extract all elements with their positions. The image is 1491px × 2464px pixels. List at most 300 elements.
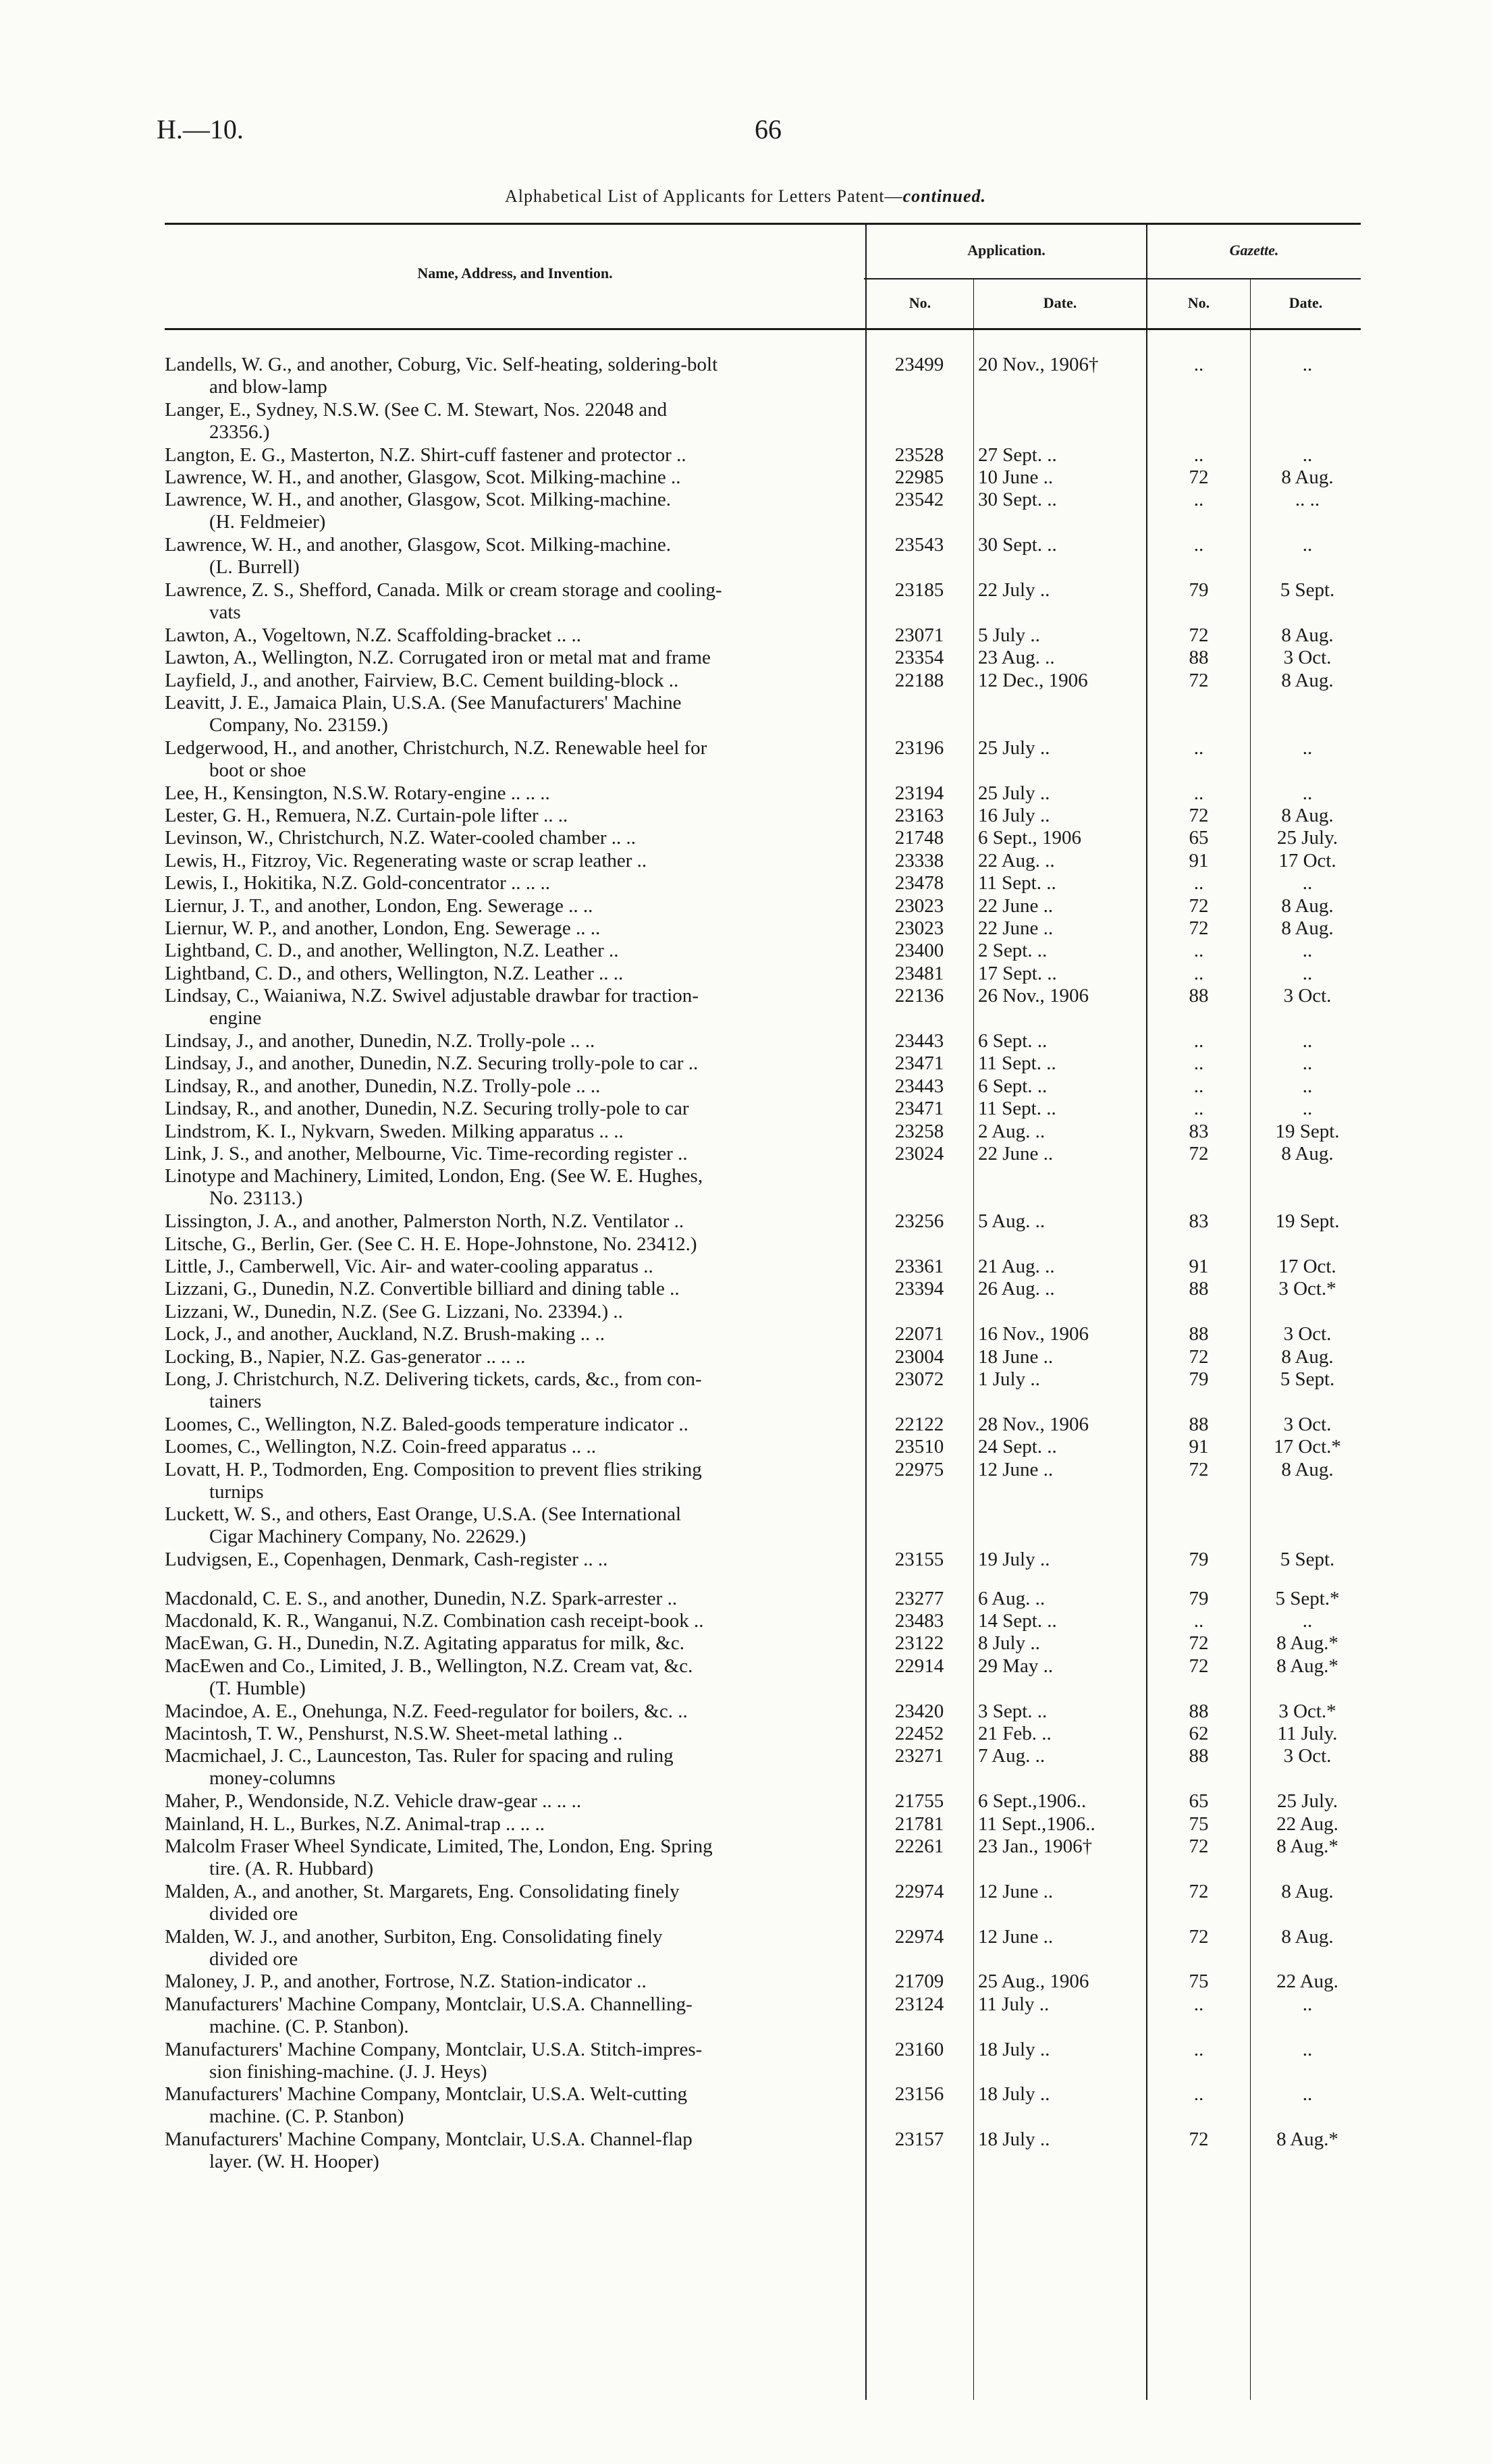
- application-date: 11 July ..: [978, 1993, 1050, 2015]
- entry-line: Macdonald, K. R., Wanganui, N.Z. Combination cash receipt-book ..: [165, 1610, 704, 1632]
- entry-line: Lissington, J. A., and another, Palmerston North, N.Z. Ventilator ..: [165, 1210, 684, 1233]
- application-number: 23271: [894, 1745, 944, 1767]
- application-date: 23 Jan., 1906†: [978, 1836, 1093, 1857]
- gazette-number: 88: [1189, 1323, 1209, 1345]
- gazette-number: ..: [1193, 962, 1204, 984]
- application-date: 6 Sept. ..: [978, 1030, 1048, 1052]
- gazette-number: 65: [1189, 1790, 1209, 1813]
- gazette-number: 91: [1189, 1256, 1209, 1277]
- application-number: 22188: [894, 669, 944, 691]
- gazette-number: ..: [1193, 1030, 1204, 1052]
- gazette-date: ..: [1302, 1993, 1313, 2015]
- divider-name: [865, 223, 867, 2400]
- application-number: 23196: [894, 736, 944, 759]
- entry-line: Long, J. Christchurch, N.Z. Delivering tickets, cards, &c., from con-: [165, 1368, 702, 1390]
- applicant-entry: [165, 1368, 853, 1413]
- application-number: 21748: [894, 827, 944, 849]
- application-date: 7 Aug. ..: [978, 1745, 1046, 1767]
- application-date: 28 Nov., 1906: [978, 1413, 1089, 1435]
- applicant-entry: [165, 737, 853, 782]
- gazette-number: ..: [1193, 1993, 1204, 2015]
- gazette-number: 72: [1189, 1925, 1209, 1948]
- application-date: 8 July ..: [978, 1632, 1040, 1655]
- applicant-entry: [165, 1233, 853, 1256]
- gazette-number: 72: [1189, 669, 1209, 691]
- gazette-number: 91: [1189, 1436, 1209, 1458]
- entry-line: Macdonald, C. E. S., and another, Dunedin, N.Z. Spark-arrester ..: [165, 1587, 678, 1609]
- application-date: 18 July ..: [978, 2083, 1050, 2106]
- entry-line: Maloney, J. P., and another, Fortrose, N.Z. Station-indicator ..: [165, 1971, 647, 1993]
- applicant-entry: [165, 782, 853, 805]
- applicant-entry: [165, 1414, 853, 1436]
- gazette-date: 25 July.: [1277, 827, 1338, 849]
- application-number: 23155: [894, 1549, 944, 1571]
- entry-continuation: (L. Burrell): [209, 556, 300, 579]
- gazette-date: ..: [1302, 962, 1313, 984]
- gazette-number: 88: [1189, 1745, 1209, 1767]
- gazette-number: 65: [1189, 827, 1209, 849]
- applicant-entry: [165, 1323, 853, 1345]
- gazette-number: 72: [1189, 466, 1209, 488]
- caption-continued: continued.: [902, 186, 987, 206]
- entry-line: Lightband, C. D., and others, Wellington, N.Z. Leather .. ..: [165, 962, 624, 984]
- gazette-date: 8 Aug.: [1281, 1458, 1334, 1480]
- entry-line: Manufacturers' Machine Company, Montclair, U.S.A. Stitch-impres-: [165, 2038, 703, 2060]
- applicant-entry: [165, 466, 853, 489]
- entry-continuation: (T. Humble): [209, 1677, 306, 1699]
- application-number: 23194: [894, 782, 944, 804]
- application-date: 16 Nov., 1906: [978, 1323, 1089, 1345]
- applicant-entry: [165, 670, 853, 692]
- application-date: 30 Sept. ..: [978, 534, 1057, 556]
- page-ref: H.—10.: [157, 114, 244, 144]
- gazette-number: 79: [1189, 1587, 1209, 1609]
- gazette-number: 72: [1189, 917, 1209, 939]
- application-date: 18 July ..: [978, 2038, 1050, 2060]
- application-date: 26 Aug. ..: [978, 1278, 1055, 1300]
- entry-continuation: layer. (W. H. Hooper): [209, 2151, 379, 2173]
- application-date: 3 Sept. ..: [978, 1700, 1048, 1722]
- applicant-entry: [165, 534, 853, 579]
- gazette-date: ..: [1302, 1610, 1313, 1632]
- divider-application: [1146, 223, 1147, 2400]
- entry-line: Lindsay, R., and another, Dunedin, N.Z. Trolly-pole .. ..: [165, 1075, 601, 1097]
- gazette-date: ..: [1302, 736, 1313, 759]
- applicant-entry: [165, 940, 853, 962]
- application-number: 22122: [894, 1413, 944, 1435]
- application-number: 21755: [894, 1790, 944, 1813]
- application-date: 21 Feb. ..: [978, 1723, 1052, 1744]
- gazette-date: 3 Oct.*: [1278, 1278, 1336, 1300]
- application-date: 12 June ..: [978, 1458, 1054, 1480]
- entry-line: Lock, J., and another, Auckland, N.Z. Brush-making .. ..: [165, 1323, 605, 1345]
- application-number: 23157: [894, 2128, 944, 2151]
- applicant-entry: [165, 1098, 853, 1120]
- applicant-entry: [165, 1700, 853, 1723]
- applicant-entry: [165, 1926, 853, 1971]
- application-number: 23478: [894, 872, 944, 894]
- entry-continuation: boot or shoe: [209, 759, 306, 781]
- applicant-entry: [165, 1052, 853, 1075]
- application-number: 23124: [894, 1993, 944, 2015]
- entry-continuation: money-columns: [209, 1767, 335, 1790]
- gazette-date: 8 Aug.: [1281, 624, 1334, 646]
- gazette-date: 8 Aug.: [1281, 1925, 1334, 1948]
- page-number: 66: [755, 114, 782, 144]
- gazette-date: ..: [1302, 2083, 1313, 2106]
- table-top-rule: [165, 223, 1361, 225]
- application-number: 23481: [894, 962, 944, 984]
- gazette-number: ..: [1193, 1075, 1204, 1097]
- application-date: 12 June ..: [978, 1880, 1054, 1902]
- applicant-entry: [165, 399, 853, 444]
- application-number: 23443: [894, 1030, 944, 1052]
- gazette-date: ..: [1302, 1030, 1313, 1052]
- gazette-date: 8 Aug.: [1281, 669, 1334, 691]
- entry-continuation: and blow-lamp: [209, 376, 327, 398]
- entry-line: Loomes, C., Wellington, N.Z. Coin-freed apparatus .. ..: [165, 1436, 597, 1458]
- gazette-date: ..: [1302, 2038, 1313, 2060]
- gazette-number: ..: [1193, 940, 1204, 962]
- entry-line: Manufacturers' Machine Company, Montclair, U.S.A. Channelling-: [165, 1993, 693, 2015]
- applicant-entry: [165, 1075, 853, 1098]
- entry-continuation: (H. Feldmeier): [209, 511, 326, 533]
- col-app-date-header: Date.: [1043, 294, 1077, 311]
- entry-line: Lester, G. H., Remuera, N.Z. Curtain-pole lifter .. ..: [165, 805, 568, 826]
- application-date: 14 Sept. ..: [978, 1610, 1057, 1632]
- application-number: 22452: [894, 1723, 944, 1744]
- applicant-entry: [165, 1278, 853, 1300]
- application-date: 22 Aug. ..: [978, 849, 1055, 872]
- gazette-number: 72: [1189, 1345, 1209, 1368]
- applicant-entry: [165, 1993, 853, 2038]
- applicant-entry: [165, 1588, 853, 1610]
- entry-line: Malden, W. J., and another, Surbiton, Eng. Consolidating finely: [165, 1925, 663, 1948]
- application-date: 11 Sept.,1906..: [978, 1813, 1095, 1835]
- gazette-number: 72: [1189, 1458, 1209, 1480]
- gazette-number: 72: [1189, 1632, 1209, 1655]
- entry-line: Levinson, W., Christchurch, N.Z. Water-cooled chamber .. ..: [165, 827, 636, 849]
- application-date: 5 July ..: [978, 624, 1040, 646]
- col-gaz-no-header: No.: [1187, 294, 1210, 311]
- applicant-entry: [165, 1165, 853, 1210]
- application-number: 23471: [894, 1098, 944, 1120]
- entry-line: Lindsay, R., and another, Dunedin, N.Z. Securing trolly-pole to car: [165, 1098, 689, 1120]
- subheader-rule: [864, 278, 1361, 279]
- gazette-date: 19 Sept.: [1275, 1210, 1340, 1233]
- applicant-entry: [165, 1143, 853, 1165]
- application-number: 23499: [894, 354, 944, 375]
- gazette-number: 88: [1189, 1278, 1209, 1300]
- application-date: 24 Sept. ..: [978, 1436, 1057, 1458]
- gazette-number: ..: [1193, 872, 1204, 894]
- entry-line: Leavitt, J. E., Jamaica Plain, U.S.A. (See Manufacturers' Machine: [165, 692, 682, 714]
- applicant-entry: [165, 1610, 853, 1632]
- application-number: 22914: [894, 1655, 944, 1677]
- entry-line: Lewis, I., Hokitika, N.Z. Gold-concentrator .. .. ..: [165, 872, 550, 894]
- entry-continuation: machine. (C. P. Stanbon): [209, 2106, 404, 2128]
- application-number: 21709: [894, 1971, 944, 1993]
- application-number: 23072: [894, 1368, 944, 1390]
- gazette-date: 11 July.: [1277, 1723, 1338, 1744]
- caption-main: Alphabetical List of Applicants for Letters Patent—: [504, 186, 903, 206]
- gazette-date: 3 Oct.: [1283, 985, 1332, 1007]
- gazette-date: ..: [1302, 1075, 1313, 1097]
- header-bottom-rule: [165, 328, 1361, 330]
- application-number: 23394: [894, 1278, 944, 1300]
- entry-line: Landells, W. G., and another, Coburg, Vic. Self-heating, soldering-bolt: [165, 354, 718, 375]
- gazette-date: 3 Oct.: [1283, 1413, 1332, 1435]
- application-number: 21781: [894, 1813, 944, 1835]
- applicant-entry: [165, 805, 853, 827]
- gazette-number: 72: [1189, 805, 1209, 826]
- entry-line: Malcolm Fraser Wheel Syndicate, Limited, The, London, Eng. Spring: [165, 1836, 713, 1857]
- gazette-date: 8 Aug.: [1281, 917, 1334, 939]
- entry-line: Ledgerwood, H., and another, Christchurch, N.Z. Renewable heel for: [165, 736, 707, 759]
- applicant-entry: [165, 1881, 853, 1925]
- application-number: 23542: [894, 489, 944, 511]
- application-number: 23443: [894, 1075, 944, 1097]
- gazette-date: 8 Aug.*: [1276, 1632, 1338, 1655]
- gazette-date: 3 Oct.: [1283, 647, 1332, 669]
- gazette-date: 22 Aug.: [1276, 1813, 1338, 1835]
- entry-continuation: 23356.): [209, 421, 270, 443]
- application-date: 10 June ..: [978, 466, 1054, 488]
- application-date: 5 Aug. ..: [978, 1210, 1046, 1233]
- application-number: 23400: [894, 940, 944, 962]
- gazette-number: 83: [1189, 1120, 1209, 1142]
- entry-line: Lizzani, G., Dunedin, N.Z. Convertible billiard and dining table ..: [165, 1278, 680, 1300]
- application-number: 23361: [894, 1256, 944, 1277]
- entry-line: Langer, E., Sydney, N.S.W. (See C. M. Stewart, Nos. 22048 and: [165, 398, 668, 421]
- applicant-entry: [165, 489, 853, 533]
- application-date: 18 July ..: [978, 2128, 1050, 2151]
- application-number: 22975: [894, 1458, 944, 1480]
- entry-line: Lindsay, J., and another, Dunedin, N.Z. Securing trolly-pole to car ..: [165, 1052, 699, 1075]
- entry-continuation: engine: [209, 1007, 262, 1029]
- application-number: 22974: [894, 1925, 944, 1948]
- divider-gaz-no: [1250, 278, 1251, 2400]
- gazette-number: 79: [1189, 579, 1209, 601]
- applicant-entry: [165, 1745, 853, 1790]
- entry-continuation: turnips: [209, 1480, 264, 1503]
- entry-line: Langton, E. G., Masterton, N.Z. Shirt-cuff fastener and protector ..: [165, 444, 686, 466]
- application-number: 23510: [894, 1436, 944, 1458]
- gazette-number: 72: [1189, 1836, 1209, 1857]
- application-date: 6 Sept., 1906: [978, 827, 1082, 849]
- applicant-entry: [165, 1436, 853, 1458]
- gazette-number: ..: [1193, 736, 1204, 759]
- applicant-entry: [165, 2083, 853, 2128]
- application-date: 11 Sept. ..: [978, 1098, 1056, 1120]
- application-date: 20 Nov., 1906†: [978, 354, 1099, 375]
- entry-line: Lawton, A., Wellington, N.Z. Corrugated iron or metal mat and frame: [165, 647, 711, 669]
- entry-line: Locking, B., Napier, N.Z. Gas-generator .. .. ..: [165, 1345, 526, 1368]
- applicant-entry: [165, 895, 853, 917]
- application-date: 2 Aug. ..: [978, 1120, 1046, 1142]
- application-date: 27 Sept. ..: [978, 444, 1057, 466]
- entry-continuation: Company, No. 23159.): [209, 714, 388, 736]
- application-number: 22071: [894, 1323, 944, 1345]
- entry-line: Manufacturers' Machine Company, Montclair, U.S.A. Channel-flap: [165, 2128, 693, 2151]
- gazette-number: 88: [1189, 985, 1209, 1007]
- entry-line: Lizzani, W., Dunedin, N.Z. (See G. Lizzani, No. 23394.) ..: [165, 1300, 623, 1322]
- gazette-date: 8 Aug.: [1281, 1345, 1334, 1368]
- entry-continuation: No. 23113.): [209, 1187, 303, 1210]
- gazette-number: 72: [1189, 624, 1209, 646]
- application-date: 29 May ..: [978, 1655, 1054, 1677]
- application-date: 6 Aug. ..: [978, 1587, 1046, 1609]
- gazette-number: ..: [1193, 354, 1204, 375]
- application-number: 23071: [894, 624, 944, 646]
- applicant-entry: [165, 963, 853, 985]
- col-gaz-date-header: Date.: [1289, 294, 1323, 311]
- application-number: 23483: [894, 1610, 944, 1632]
- gazette-date: 25 July.: [1277, 1790, 1338, 1813]
- gazette-number: 62: [1189, 1723, 1209, 1744]
- applicant-entry: [165, 579, 853, 624]
- entry-line: Lindsay, C., Waianiwa, N.Z. Swivel adjustable drawbar for traction-: [165, 985, 699, 1007]
- application-date: 21 Aug. ..: [978, 1256, 1055, 1277]
- entry-line: Lee, H., Kensington, N.S.W. Rotary-engine .. .. ..: [165, 782, 550, 804]
- gazette-date: 3 Oct.: [1283, 1323, 1332, 1345]
- applicant-entry: [165, 1549, 853, 1571]
- applicant-entry: [165, 354, 853, 398]
- application-date: 12 Dec., 1906: [978, 669, 1088, 691]
- entry-continuation: machine. (C. P. Stanbon).: [209, 2015, 409, 2037]
- applicant-entry: [165, 1723, 853, 1745]
- application-number: 22261: [894, 1836, 944, 1857]
- applicant-entry: [165, 917, 853, 940]
- entry-line: Liernur, J. T., and another, London, Eng. Sewerage .. ..: [165, 894, 593, 917]
- application-date: 17 Sept. ..: [978, 962, 1057, 984]
- applicant-entry: [165, 1121, 853, 1143]
- applicant-entry: [165, 1256, 853, 1278]
- gazette-number: 75: [1189, 1813, 1209, 1835]
- gazette-date: 8 Aug.*: [1276, 1655, 1338, 1677]
- entry-line: Malden, A., and another, St. Margarets, Eng. Consolidating finely: [165, 1880, 680, 1902]
- entry-continuation: vats: [209, 601, 241, 623]
- entry-line: Lindstrom, K. I., Nykvarn, Sweden. Milking apparatus .. ..: [165, 1120, 624, 1142]
- gazette-number: 83: [1189, 1210, 1209, 1233]
- application-date: 22 July ..: [978, 579, 1050, 601]
- applicant-entry: [165, 2128, 853, 2173]
- entry-line: Little, J., Camberwell, Vic. Air- and water-cooling apparatus ..: [165, 1256, 653, 1277]
- entry-line: Loomes, C., Wellington, N.Z. Baled-goods temperature indicator ..: [165, 1413, 688, 1435]
- application-date: 2 Sept. ..: [978, 940, 1048, 962]
- gazette-number: 72: [1189, 2128, 1209, 2151]
- entry-line: Layfield, J., and another, Fairview, B.C. Cement building-block ..: [165, 669, 679, 691]
- col-name-header: Name, Address, and Invention.: [417, 265, 613, 282]
- application-number: 23420: [894, 1700, 944, 1722]
- application-date: 6 Sept. ..: [978, 1075, 1048, 1097]
- gazette-number: ..: [1193, 489, 1204, 511]
- application-date: 25 July ..: [978, 736, 1050, 759]
- application-number: 23163: [894, 805, 944, 826]
- application-date: 25 July ..: [978, 782, 1050, 804]
- gazette-number: 79: [1189, 1549, 1209, 1571]
- application-number: 23160: [894, 2038, 944, 2060]
- application-date: 11 Sept. ..: [978, 872, 1056, 894]
- entry-line: Ludvigsen, E., Copenhagen, Denmark, Cash-register .. ..: [165, 1549, 608, 1571]
- entry-line: Lovatt, H. P., Todmorden, Eng. Composition to prevent flies striking: [165, 1458, 702, 1480]
- gazette-number: 91: [1189, 849, 1209, 872]
- gazette-number: 75: [1189, 1971, 1209, 1993]
- applicant-entry: [165, 1459, 853, 1503]
- application-date: 6 Sept.,1906..: [978, 1790, 1087, 1813]
- application-number: 23185: [894, 579, 944, 601]
- applicant-entry: [165, 624, 853, 647]
- application-date: 19 July ..: [978, 1549, 1050, 1571]
- applicant-entry: [165, 1503, 853, 1548]
- applicant-entry: [165, 1346, 853, 1368]
- applicant-entry: [165, 1655, 853, 1700]
- application-number: 23471: [894, 1052, 944, 1075]
- applicant-entry: [165, 647, 853, 669]
- gazette-date: 17 Oct.: [1278, 849, 1336, 872]
- applicant-entry: [165, 1632, 853, 1655]
- applicant-entry: [165, 985, 853, 1029]
- application-number: 22974: [894, 1880, 944, 1902]
- gazette-date: ..: [1302, 354, 1313, 375]
- entry-continuation: tainers: [209, 1391, 262, 1412]
- entry-line: MacEwan, G. H., Dunedin, N.Z. Agitating apparatus for milk, &c.: [165, 1632, 684, 1655]
- gazette-date: 5 Sept.*: [1275, 1587, 1340, 1609]
- application-date: 22 June ..: [978, 1143, 1054, 1164]
- applicant-entry: [165, 692, 853, 736]
- gazette-number: 72: [1189, 894, 1209, 917]
- entry-line: Lindsay, J., and another, Dunedin, N.Z. Trolly-pole .. ..: [165, 1030, 595, 1052]
- applicant-entry: [165, 1813, 853, 1836]
- gazette-number: 72: [1189, 1143, 1209, 1164]
- application-number: 23256: [894, 1210, 944, 1233]
- entry-line: Lawrence, Z. S., Shefford, Canada. Milk or cream storage and cooling-: [165, 579, 722, 601]
- application-number: 23543: [894, 534, 944, 556]
- application-number: 23023: [894, 917, 944, 939]
- gazette-number: ..: [1193, 1610, 1204, 1632]
- application-number: 23023: [894, 894, 944, 917]
- entry-line: Lawrence, W. H., and another, Glasgow, Scot. Milking-machine.: [165, 489, 671, 511]
- gazette-number: 72: [1189, 1880, 1209, 1902]
- divider-app-no: [973, 278, 974, 2400]
- entry-line: Macmichael, J. C., Launceston, Tas. Ruler for spacing and ruling: [165, 1745, 674, 1767]
- gazette-number: ..: [1193, 2083, 1204, 2106]
- col-application-header: Application.: [967, 242, 1046, 259]
- entry-line: Macintosh, T. W., Penshurst, N.S.W. Sheet-metal lathing ..: [165, 1723, 623, 1744]
- gazette-date: 3 Oct.: [1283, 1745, 1332, 1767]
- gazette-date: 5 Sept.: [1280, 1368, 1335, 1390]
- gazette-number: 79: [1189, 1368, 1209, 1390]
- applicant-entry: [165, 444, 853, 466]
- entry-line: MacEwen and Co., Limited, J. B., Wellington, N.Z. Cream vat, &c.: [165, 1655, 693, 1677]
- gazette-number: 88: [1189, 1700, 1209, 1722]
- gazette-date: 8 Aug.*: [1276, 2128, 1338, 2151]
- application-date: 23 Aug. ..: [978, 647, 1055, 669]
- application-number: 23004: [894, 1345, 944, 1368]
- gazette-date: 5 Sept.: [1280, 1549, 1335, 1571]
- application-number: 23024: [894, 1143, 944, 1164]
- col-gazette-header: Gazette.: [1229, 242, 1279, 259]
- gazette-date: ..: [1302, 940, 1313, 962]
- application-date: 22 June ..: [978, 894, 1054, 917]
- entry-continuation: tire. (A. R. Hubbard): [209, 1858, 374, 1879]
- application-date: 22 June ..: [978, 917, 1054, 939]
- entry-continuation: divided ore: [209, 1902, 298, 1925]
- application-number: 22136: [894, 985, 944, 1007]
- gazette-number: ..: [1193, 1052, 1204, 1075]
- entry-line: Lightband, C. D., and another, Wellington, N.Z. Leather ..: [165, 940, 619, 962]
- gazette-date: ..: [1302, 872, 1313, 894]
